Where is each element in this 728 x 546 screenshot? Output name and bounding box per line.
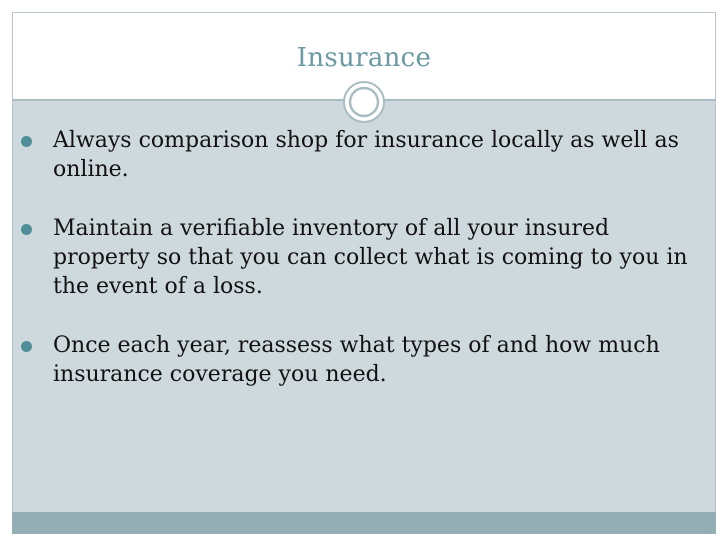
bullet-dot-icon <box>21 224 32 235</box>
bullet-item <box>13 331 715 389</box>
bullet-dot-icon <box>21 341 32 352</box>
bullet-item <box>13 214 715 301</box>
bullet-text: Always comparison shop for insurance locally as well as online. <box>53 128 679 182</box>
bullet-dot-icon <box>21 136 32 147</box>
bullet-text: Once each year, reassess what types of and how much insurance coverage you need. <box>53 333 660 387</box>
bullet-item <box>13 126 715 184</box>
slide-title: Insurance <box>296 43 432 73</box>
bullet-text: Maintain a verifiable inventory of all your insured property so that you can collect what is coming to you in the event of a loss. <box>53 216 688 299</box>
circle-ornament-icon <box>342 80 386 124</box>
footer-bar <box>12 512 716 534</box>
bullet-list <box>13 126 715 419</box>
content-area <box>12 100 716 512</box>
